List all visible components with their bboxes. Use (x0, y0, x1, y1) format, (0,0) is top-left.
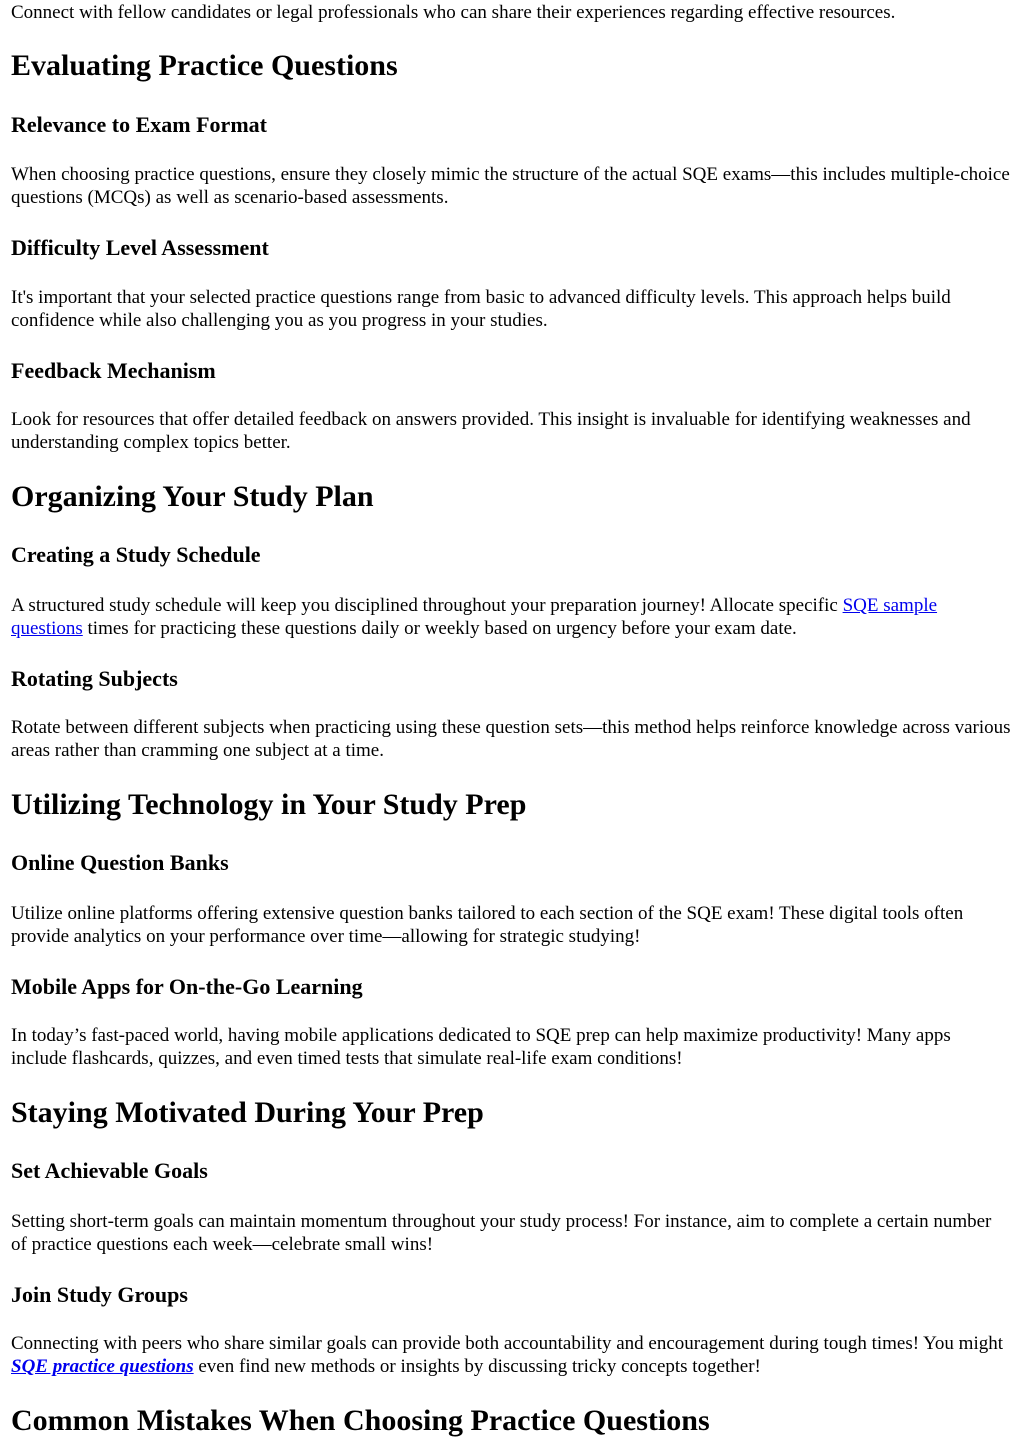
heading-organizing: Organizing Your Study Plan (11, 480, 374, 513)
sqe-practice-questions-link[interactable]: SQE practice questions (11, 1356, 194, 1377)
paragraph-goals: Setting short-term goals can maintain momentum throughout your study process! For instance, aim to complete a certain number of practice questions each week—celebrate small wins! (11, 1211, 992, 1255)
paragraph-study-groups (11, 1332, 1011, 1378)
subheading-feedback: Feedback Mechanism (11, 358, 216, 383)
subheading-question-banks: Online Question Banks (11, 850, 229, 875)
paragraph-feedback: Look for resources that offer detailed feedback on answers provided. This insight is invaluable for identifying weaknesses and understanding complex topics better. (11, 409, 971, 453)
paragraph-schedule (11, 594, 1011, 640)
groups-text-after: even find new methods or insights by discussing tricky concepts together! (193, 1356, 761, 1377)
paragraph-question-banks: Utilize online platforms offering extensive question banks tailored to each section of the SQE exam! These digital tools often provide analytics on your performance over time—allowing for strategic studying! (11, 903, 964, 947)
subheading-relevance: Relevance to Exam Format (11, 112, 267, 137)
schedule-text-before: A structured study schedule will keep you disciplined throughout your preparation journey! Allocate specific (11, 595, 843, 616)
subheading-goals: Set Achievable Goals (11, 1158, 208, 1183)
subheading-difficulty: Difficulty Level Assessment (11, 235, 269, 260)
heading-mistakes: Common Mistakes When Choosing Practice Questions (11, 1404, 710, 1437)
schedule-text-after: times for practicing these questions daily or weekly based on urgency before your exam date. (82, 618, 797, 639)
paragraph-mobile-apps: In today’s fast-paced world, having mobile applications dedicated to SQE prep can help maximize productivity! Many apps include flashcards, quizzes, and even timed tests that simulate real-life exam conditions! (11, 1025, 951, 1069)
subheading-mobile-apps: Mobile Apps for On-the-Go Learning (11, 974, 363, 999)
intro-paragraph: Connect with fellow candidates or legal professionals who can share their experiences regarding effective resources. (11, 2, 896, 23)
heading-technology: Utilizing Technology in Your Study Prep (11, 788, 527, 821)
subheading-study-groups: Join Study Groups (11, 1282, 188, 1307)
subheading-schedule: Creating a Study Schedule (11, 542, 261, 567)
subheading-rotating: Rotating Subjects (11, 666, 178, 691)
sqe-sample-questions-link[interactable]: SQE sample questions (11, 595, 938, 639)
paragraph-relevance: When choosing practice questions, ensure they closely mimic the structure of the actual SQE exams—this includes multiple-choice questions (MCQs) as well as scenario-based assessments. (11, 164, 1010, 208)
groups-text-before: Connecting with peers who share similar goals can provide both accountability and encouragement during tough times! You might (11, 1333, 1004, 1354)
heading-evaluating: Evaluating Practice Questions (11, 49, 398, 82)
heading-motivation: Staying Motivated During Your Prep (11, 1096, 484, 1129)
paragraph-rotating: Rotate between different subjects when practicing using these question sets—this method helps reinforce knowledge across various areas rather than cramming one subject at a time. (11, 717, 1011, 761)
paragraph-difficulty: It's important that your selected practice questions range from basic to advanced difficulty levels. This approach helps build confidence while also challenging you as you progress in your studies. (11, 287, 951, 331)
